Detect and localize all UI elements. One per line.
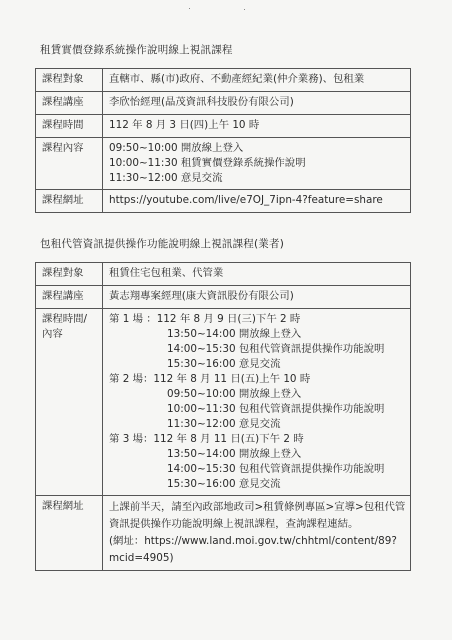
table-row — [36, 190, 411, 213]
session-header: 第 1 場 ：112 年 8 月 9 日(三)下午 2 時 — [109, 313, 301, 325]
row-value: 112 年 8 月 3 日(四)上午 10 時 — [103, 115, 411, 138]
url-instruction-line: 資訊提供操作功能說明線上視訊課程，查詢課程連結。 — [109, 518, 359, 530]
table-row — [36, 138, 411, 190]
schedule-line: 09:50~10:00 開放線上登入 — [167, 388, 302, 400]
course-url-link[interactable]: (網址：https://www.land.moi.gov.tw/chhtml/content/89? — [109, 535, 397, 547]
row-label: 課程網址 — [36, 496, 103, 571]
table-row — [36, 496, 411, 571]
row-label: 課程內容 — [36, 138, 103, 190]
url-instruction-line: 上課前半天，請至內政部地政司>租賃條例專區>宣導>包租代管 — [109, 501, 406, 513]
course2-table — [35, 262, 411, 571]
row-value — [103, 138, 411, 190]
schedule-line: 14:00~15:30 包租代管資訊提供操作功能說明 — [167, 343, 385, 355]
table-row — [36, 115, 411, 138]
row-value: 直轄市、縣(市)政府、不動產經紀業(仲介業務)、包租業 — [103, 69, 411, 92]
course-url-link[interactable]: mcid=4905) — [109, 552, 174, 564]
row-label: 課程對象 — [36, 69, 103, 92]
row-label: 課程時間 — [36, 115, 103, 138]
table-row — [36, 69, 411, 92]
row-value: 租賃住宅包租業、代管業 — [103, 263, 411, 286]
row-label: 課程對象 — [36, 263, 103, 286]
scan-speck — [244, 9, 245, 10]
scan-speck — [189, 8, 190, 9]
schedule-line: 11:30~12:00 意見交流 — [109, 172, 223, 184]
section1-title: 租賃實價登錄系統操作說明線上視訊課程 — [40, 44, 233, 56]
schedule-line: 11:30~12:00 意見交流 — [167, 418, 281, 430]
table-row — [36, 92, 411, 115]
schedule-line: 13:50~14:00 開放線上登入 — [167, 448, 302, 460]
course-url-link[interactable]: https://youtube.com/live/e7OJ_7ipn-4?feature=share — [103, 190, 411, 213]
section2-title: 包租代管資訊提供操作功能說明線上視訊課程(業者) — [40, 238, 284, 250]
row-value: 黃志翔專案經理(康大資訊股份有限公司) — [103, 286, 411, 309]
schedule-line: 09:50~10:00 開放線上登入 — [109, 142, 244, 154]
table-row — [36, 309, 411, 496]
row-value: 李欣怡經理(晶茂資訊科技股份有限公司) — [103, 92, 411, 115]
row-label — [36, 309, 103, 496]
table-row — [36, 263, 411, 286]
course1-table — [35, 68, 411, 213]
session-header: 第 2 場：112 年 8 月 11 日(五)上午 10 時 — [109, 373, 311, 385]
table-row — [36, 286, 411, 309]
row-label: 課程講座 — [36, 92, 103, 115]
row-label: 課程網址 — [36, 190, 103, 213]
row-label: 課程講座 — [36, 286, 103, 309]
time-label-line: 內容 — [42, 328, 63, 340]
time-label-line: 課程時間/ — [42, 313, 88, 325]
sessions-cell — [103, 309, 411, 496]
schedule-line: 14:00~15:30 包租代管資訊提供操作功能說明 — [167, 463, 385, 475]
schedule-line: 15:30~16:00 意見交流 — [167, 478, 281, 490]
schedule-line: 13:50~14:00 開放線上登入 — [167, 328, 302, 340]
url-instructions — [103, 496, 411, 571]
schedule-line: 10:00~11:30 租賃實價登錄系統操作說明 — [109, 157, 306, 169]
session-header: 第 3 場：112 年 8 月 11 日(五)下午 2 時 — [109, 433, 304, 445]
schedule-line: 10:00~11:30 包租代管資訊提供操作功能說明 — [167, 403, 385, 415]
schedule-line: 15:30~16:00 意見交流 — [167, 358, 281, 370]
